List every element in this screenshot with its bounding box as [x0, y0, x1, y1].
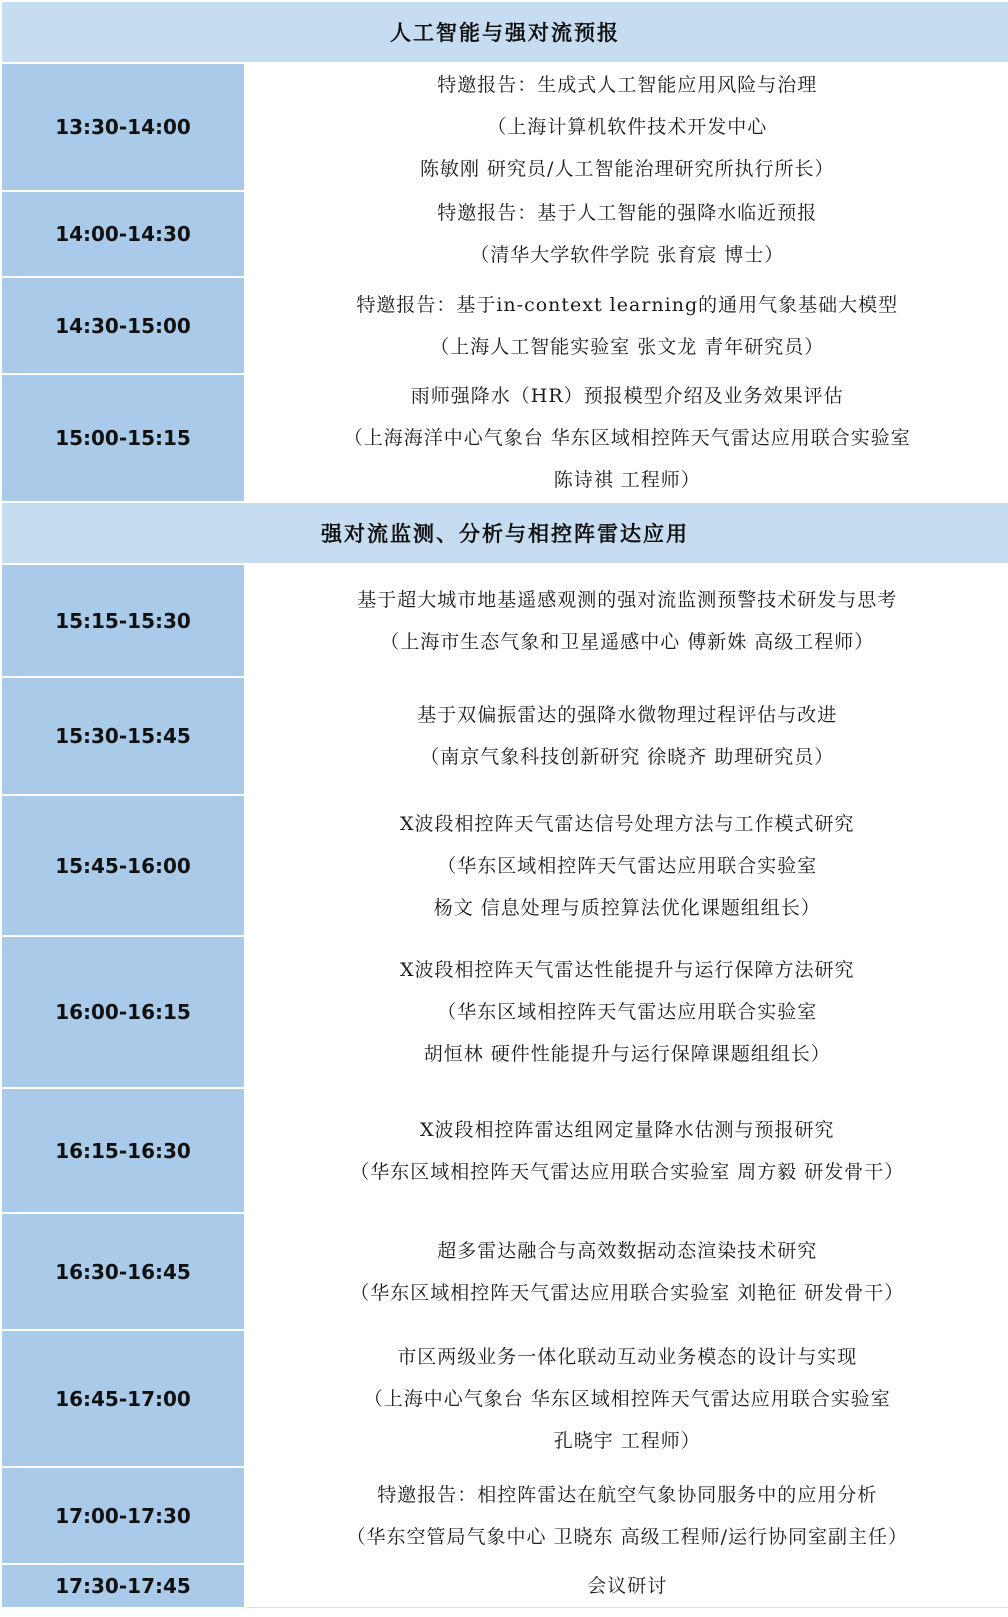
time-slot: 15:00-15:15: [1, 374, 245, 502]
speaker-info: （上海中心气象台 华东区域相控阵天气雷达应用联合实验室: [363, 1387, 891, 1410]
time-slot: 17:00-17:30: [1, 1467, 245, 1564]
talk-cell: [245, 374, 1008, 502]
agenda-row: [1, 63, 1008, 191]
agenda-row: [1, 936, 1008, 1088]
speaker-info: （南京气象科技创新研究 徐晓齐 助理研究员）: [420, 746, 835, 768]
talk-cell: [245, 677, 1008, 795]
agenda-row: [1, 277, 1008, 374]
talk-title: 特邀报告：基于in-context learning的通用气象基础大模型: [356, 293, 899, 316]
time-slot: 16:45-17:00: [1, 1330, 245, 1467]
speaker-info: （华东区域相控阵天气雷达应用联合实验室: [437, 854, 818, 877]
talk-title: 市区两级业务一体化联动互动业务模态的设计与实现: [397, 1345, 858, 1368]
time-slot: 17:30-17:45: [1, 1564, 245, 1608]
time-slot: 16:00-16:15: [1, 936, 245, 1088]
time-slot: 15:45-16:00: [1, 795, 245, 936]
talk-title: X波段相控阵天气雷达信号处理方法与工作模式研究: [399, 812, 855, 835]
speaker-info: （华东区域相控阵天气雷达应用联合实验室: [437, 1001, 818, 1023]
agenda-body: [1, 1, 1008, 1608]
agenda-row: [1, 795, 1008, 936]
agenda-row: [1, 1564, 1008, 1608]
talk-title: 会议研讨: [587, 1575, 668, 1597]
agenda-row: [1, 564, 1008, 677]
talk-cell: [245, 936, 1008, 1088]
speaker-info: （清华大学软件学院 张育宸 博士）: [470, 244, 785, 266]
talk-title: 超多雷达融合与高效数据动态渲染技术研究: [437, 1239, 818, 1262]
agenda-row: [1, 677, 1008, 795]
time-slot: 14:00-14:30: [1, 191, 245, 277]
talk-title: 基于超大城市地基遥感观测的强对流监测预警技术研发与思考: [357, 588, 898, 611]
talk-title: 基于双偏振雷达的强降水微物理过程评估与改进: [417, 704, 838, 726]
speaker-info: （华东区域相控阵天气雷达应用联合实验室 刘艳征 研发骨干）: [350, 1281, 905, 1304]
time-slot: 13:30-14:00: [1, 63, 245, 191]
talk-cell: [245, 1564, 1008, 1608]
speaker-info: （上海人工智能实验室 张文龙 青年研究员）: [430, 335, 825, 358]
talk-cell: [245, 1330, 1008, 1467]
speaker-info: （华东空管局气象中心 卫晓东 高级工程师/运行协同室副主任）: [346, 1525, 908, 1548]
speaker-info: 杨文 信息处理与质控算法优化课题组组长）: [433, 896, 821, 919]
section-title: 人工智能与强对流预报: [1, 1, 1008, 63]
speaker-info: （上海计算机软件技术开发中心: [487, 116, 768, 138]
time-slot: 14:30-15:00: [1, 277, 245, 374]
section-header-row: [1, 502, 1008, 564]
agenda-row: [1, 1467, 1008, 1564]
agenda-row: [1, 191, 1008, 277]
agenda-row: [1, 1213, 1008, 1330]
talk-title: 雨师强降水（HR）预报模型介绍及业务效果评估: [410, 385, 844, 407]
talk-title: 特邀报告：基于人工智能的强降水临近预报: [437, 202, 818, 224]
time-slot: 16:30-16:45: [1, 1213, 245, 1330]
talk-cell: [245, 1213, 1008, 1330]
section-title: 强对流监测、分析与相控阵雷达应用: [1, 502, 1008, 564]
talk-cell: [245, 63, 1008, 191]
time-slot: 16:15-16:30: [1, 1088, 245, 1213]
speaker-info: 孔晓宇 工程师）: [553, 1429, 701, 1452]
time-slot: 15:30-15:45: [1, 677, 245, 795]
speaker-info: （上海市生态气象和卫星遥感中心 傅新姝 高级工程师）: [380, 630, 875, 653]
talk-cell: [245, 1088, 1008, 1213]
speaker-info: （华东区域相控阵天气雷达应用联合实验室 周方毅 研发骨干）: [350, 1160, 905, 1183]
section-header-row: [1, 1, 1008, 63]
speaker-info: 陈敏刚 研究员/人工智能治理研究所执行所长）: [420, 158, 835, 180]
speaker-info: 胡恒林 硬件性能提升与运行保障课题组组长）: [423, 1043, 831, 1065]
talk-cell: [245, 191, 1008, 277]
talk-title: X波段相控阵雷达组网定量降水估测与预报研究: [419, 1118, 835, 1141]
talk-cell: [245, 1467, 1008, 1564]
speaker-info: 陈诗祺 工程师）: [553, 469, 701, 491]
time-slot: 15:15-15:30: [1, 564, 245, 677]
talk-title: 特邀报告：相控阵雷达在航空气象协同服务中的应用分析: [377, 1483, 878, 1506]
talk-title: 特邀报告：生成式人工智能应用风险与治理: [437, 74, 818, 96]
speaker-info: （上海海洋中心气象台 华东区域相控阵天气雷达应用联合实验室: [343, 427, 911, 449]
agenda-row: [1, 1088, 1008, 1213]
talk-cell: [245, 277, 1008, 374]
agenda-row: [1, 374, 1008, 502]
talk-cell: [245, 795, 1008, 936]
agenda-row: [1, 1330, 1008, 1467]
talk-title: X波段相控阵天气雷达性能提升与运行保障方法研究: [399, 959, 855, 981]
talk-cell: [245, 564, 1008, 677]
